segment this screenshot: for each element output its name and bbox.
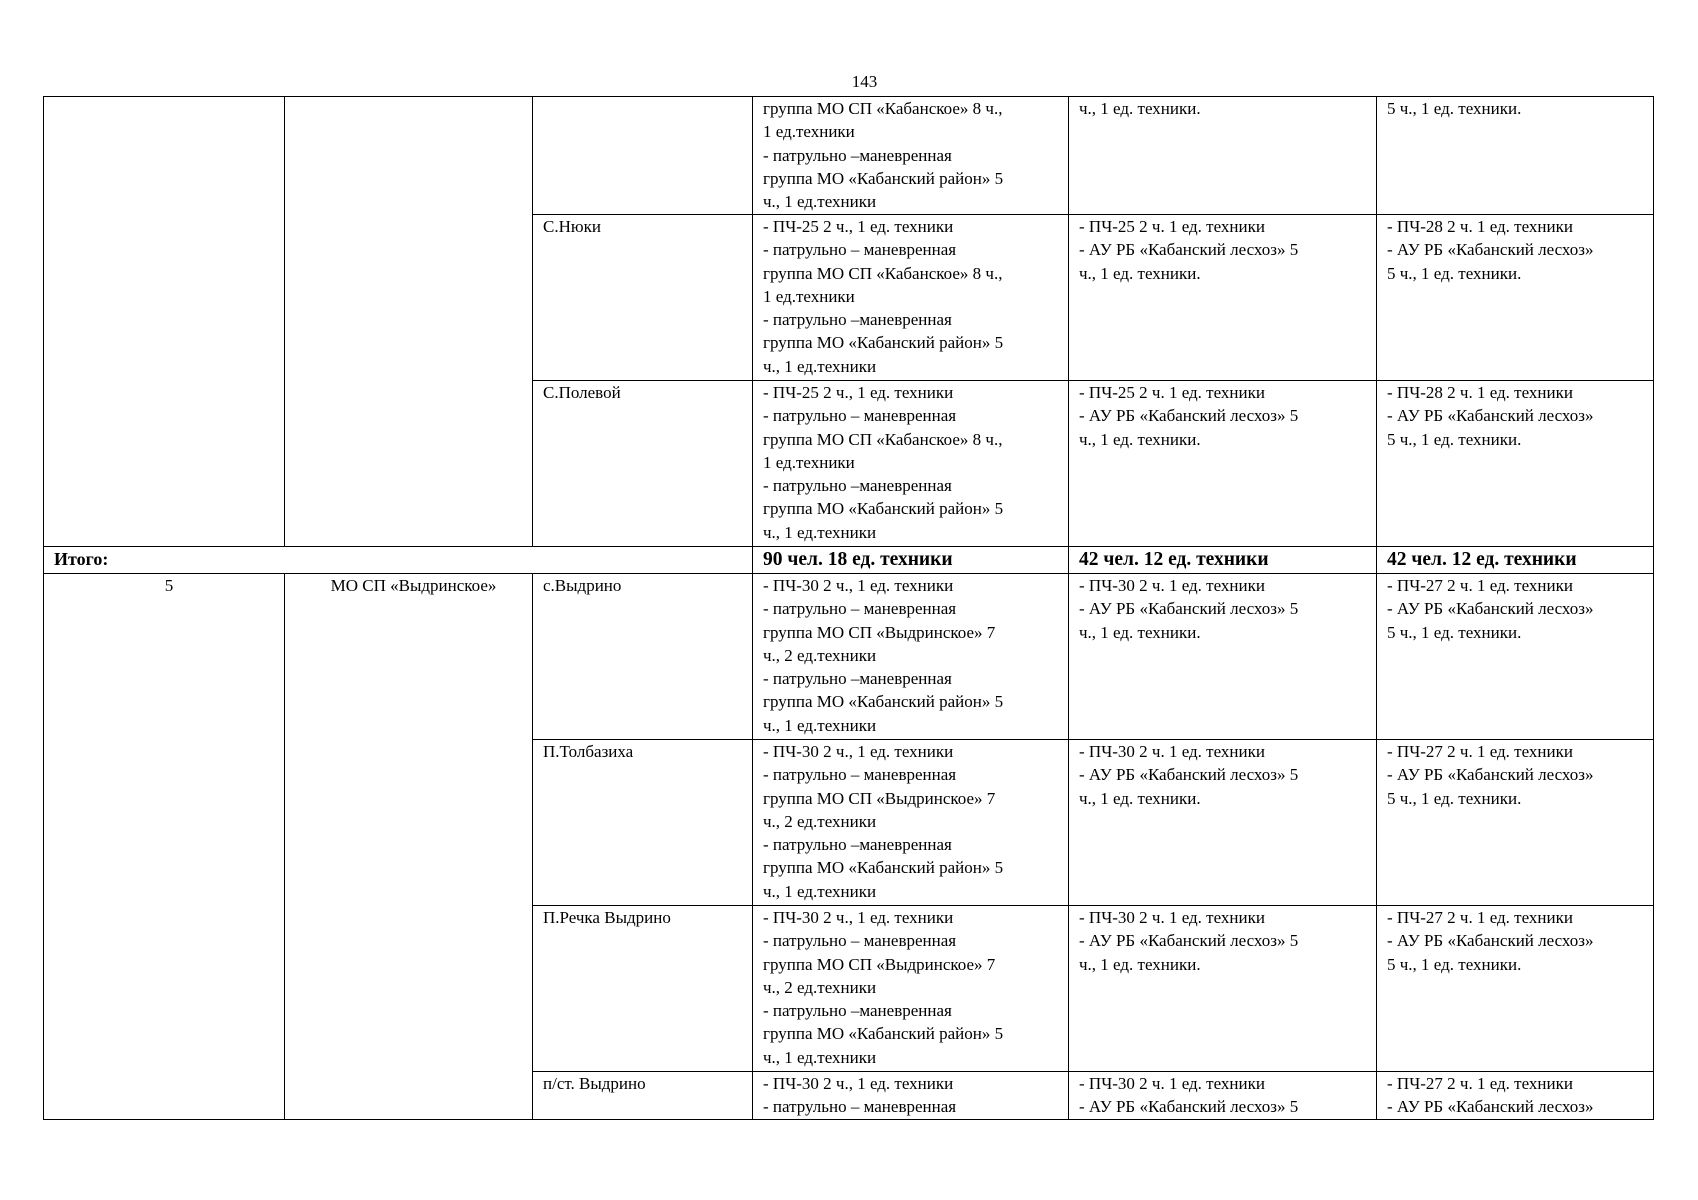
reserve-forces-cell: - ПЧ-25 2 ч. 1 ед. техники - АУ РБ «Кабанский лесхоз» 5 ч., 1 ед. техники. xyxy=(1069,215,1377,381)
reserve-forces-cell: ч., 1 ед. техники. xyxy=(1069,97,1377,215)
settlement-cell xyxy=(533,97,753,215)
additional-forces-cell: 5 ч., 1 ед. техники. xyxy=(1377,97,1654,215)
additional-forces-cell: - ПЧ-27 2 ч. 1 ед. техники - АУ РБ «Кабанский лесхоз» 5 ч., 1 ед. техники. xyxy=(1377,740,1654,906)
additional-forces-cell: - ПЧ-28 2 ч. 1 ед. техники - АУ РБ «Кабанский лесхоз» 5 ч., 1 ед. техники. xyxy=(1377,381,1654,547)
settlement-cell: П.Толбазиха xyxy=(533,740,753,906)
fire-forces-cell: группа МО СП «Кабанское» 8 ч., 1 ед.техники - патрульно –маневренная группа МО «Кабанский район» 5 ч., 1 ед.техники xyxy=(753,97,1069,215)
total-additional-forces: 42 чел. 12 ед. техники xyxy=(1377,547,1654,574)
reserve-forces-cell: - ПЧ-30 2 ч. 1 ед. техники - АУ РБ «Кабанский лесхоз» 5 ч., 1 ед. техники. xyxy=(1069,574,1377,740)
reserve-forces-cell: - ПЧ-30 2 ч. 1 ед. техники - АУ РБ «Кабанский лесхоз» 5 xyxy=(1069,1072,1377,1120)
additional-forces-cell: - ПЧ-28 2 ч. 1 ед. техники - АУ РБ «Кабанский лесхоз» 5 ч., 1 ед. техники. xyxy=(1377,215,1654,381)
settlement-cell: П.Речка Выдрино xyxy=(533,906,753,1072)
mo-cell xyxy=(285,97,533,547)
settlement-cell: С.Нюки xyxy=(533,215,753,381)
fire-forces-cell: - ПЧ-30 2 ч., 1 ед. техники - патрульно – маневренная группа МО СП «Выдринское» 7 ч., 2 ед.техники - патрульно –маневренная группа МО «Кабанский район» 5 ч., 1 ед.техники xyxy=(753,906,1069,1072)
total-reserve-forces: 42 чел. 12 ед. техники xyxy=(1069,547,1377,574)
reserve-forces-cell: - ПЧ-30 2 ч. 1 ед. техники - АУ РБ «Кабанский лесхоз» 5 ч., 1 ед. техники. xyxy=(1069,740,1377,906)
page-number: 143 xyxy=(851,72,878,91)
fire-forces-cell: - ПЧ-25 2 ч., 1 ед. техники - патрульно – маневренная группа МО СП «Кабанское» 8 ч., 1 ед.техники - патрульно –маневренная группа МО «Кабанский район» 5 ч., 1 ед.техники xyxy=(753,381,1069,547)
number-cell: 5 xyxy=(44,574,285,1120)
mo-cell: МО СП «Выдринское» xyxy=(285,574,533,1120)
number-cell xyxy=(44,97,285,547)
fire-forces-cell: - ПЧ-30 2 ч., 1 ед. техники - патрульно – маневренная группа МО СП «Выдринское» 7 ч., 2 ед.техники - патрульно –маневренная группа МО «Кабанский район» 5 ч., 1 ед.техники xyxy=(753,740,1069,906)
fire-forces-cell: - ПЧ-30 2 ч., 1 ед. техники - патрульно – маневренная группа МО СП «Выдринское» 7 ч., 2 ед.техники - патрульно –маневренная группа МО «Кабанский район» 5 ч., 1 ед.техники xyxy=(753,574,1069,740)
settlement-cell: п/ст. Выдрино xyxy=(533,1072,753,1120)
reserve-forces-cell: - ПЧ-25 2 ч. 1 ед. техники - АУ РБ «Кабанский лесхоз» 5 ч., 1 ед. техники. xyxy=(1069,381,1377,547)
total-row xyxy=(44,547,1654,574)
fire-forces-cell: - ПЧ-30 2 ч., 1 ед. техники - патрульно – маневренная xyxy=(753,1072,1069,1120)
total-fire-forces: 90 чел. 18 ед. техники xyxy=(753,547,1069,574)
additional-forces-cell: - ПЧ-27 2 ч. 1 ед. техники - АУ РБ «Кабанский лесхоз» 5 ч., 1 ед. техники. xyxy=(1377,574,1654,740)
resources-table xyxy=(43,96,1654,1120)
settlement-cell: С.Полевой xyxy=(533,381,753,547)
additional-forces-cell: - ПЧ-27 2 ч. 1 ед. техники - АУ РБ «Кабанский лесхоз» xyxy=(1377,1072,1654,1120)
settlement-cell: с.Выдрино xyxy=(533,574,753,740)
fire-forces-cell: - ПЧ-25 2 ч., 1 ед. техники - патрульно – маневренная группа МО СП «Кабанское» 8 ч., 1 ед.техники - патрульно –маневренная группа МО «Кабанский район» 5 ч., 1 ед.техники xyxy=(753,215,1069,381)
table-row xyxy=(44,574,1654,740)
reserve-forces-cell: - ПЧ-30 2 ч. 1 ед. техники - АУ РБ «Кабанский лесхоз» 5 ч., 1 ед. техники. xyxy=(1069,906,1377,1072)
total-label: Итого: xyxy=(44,547,753,574)
additional-forces-cell: - ПЧ-27 2 ч. 1 ед. техники - АУ РБ «Кабанский лесхоз» 5 ч., 1 ед. техники. xyxy=(1377,906,1654,1072)
table-row xyxy=(44,97,1654,215)
